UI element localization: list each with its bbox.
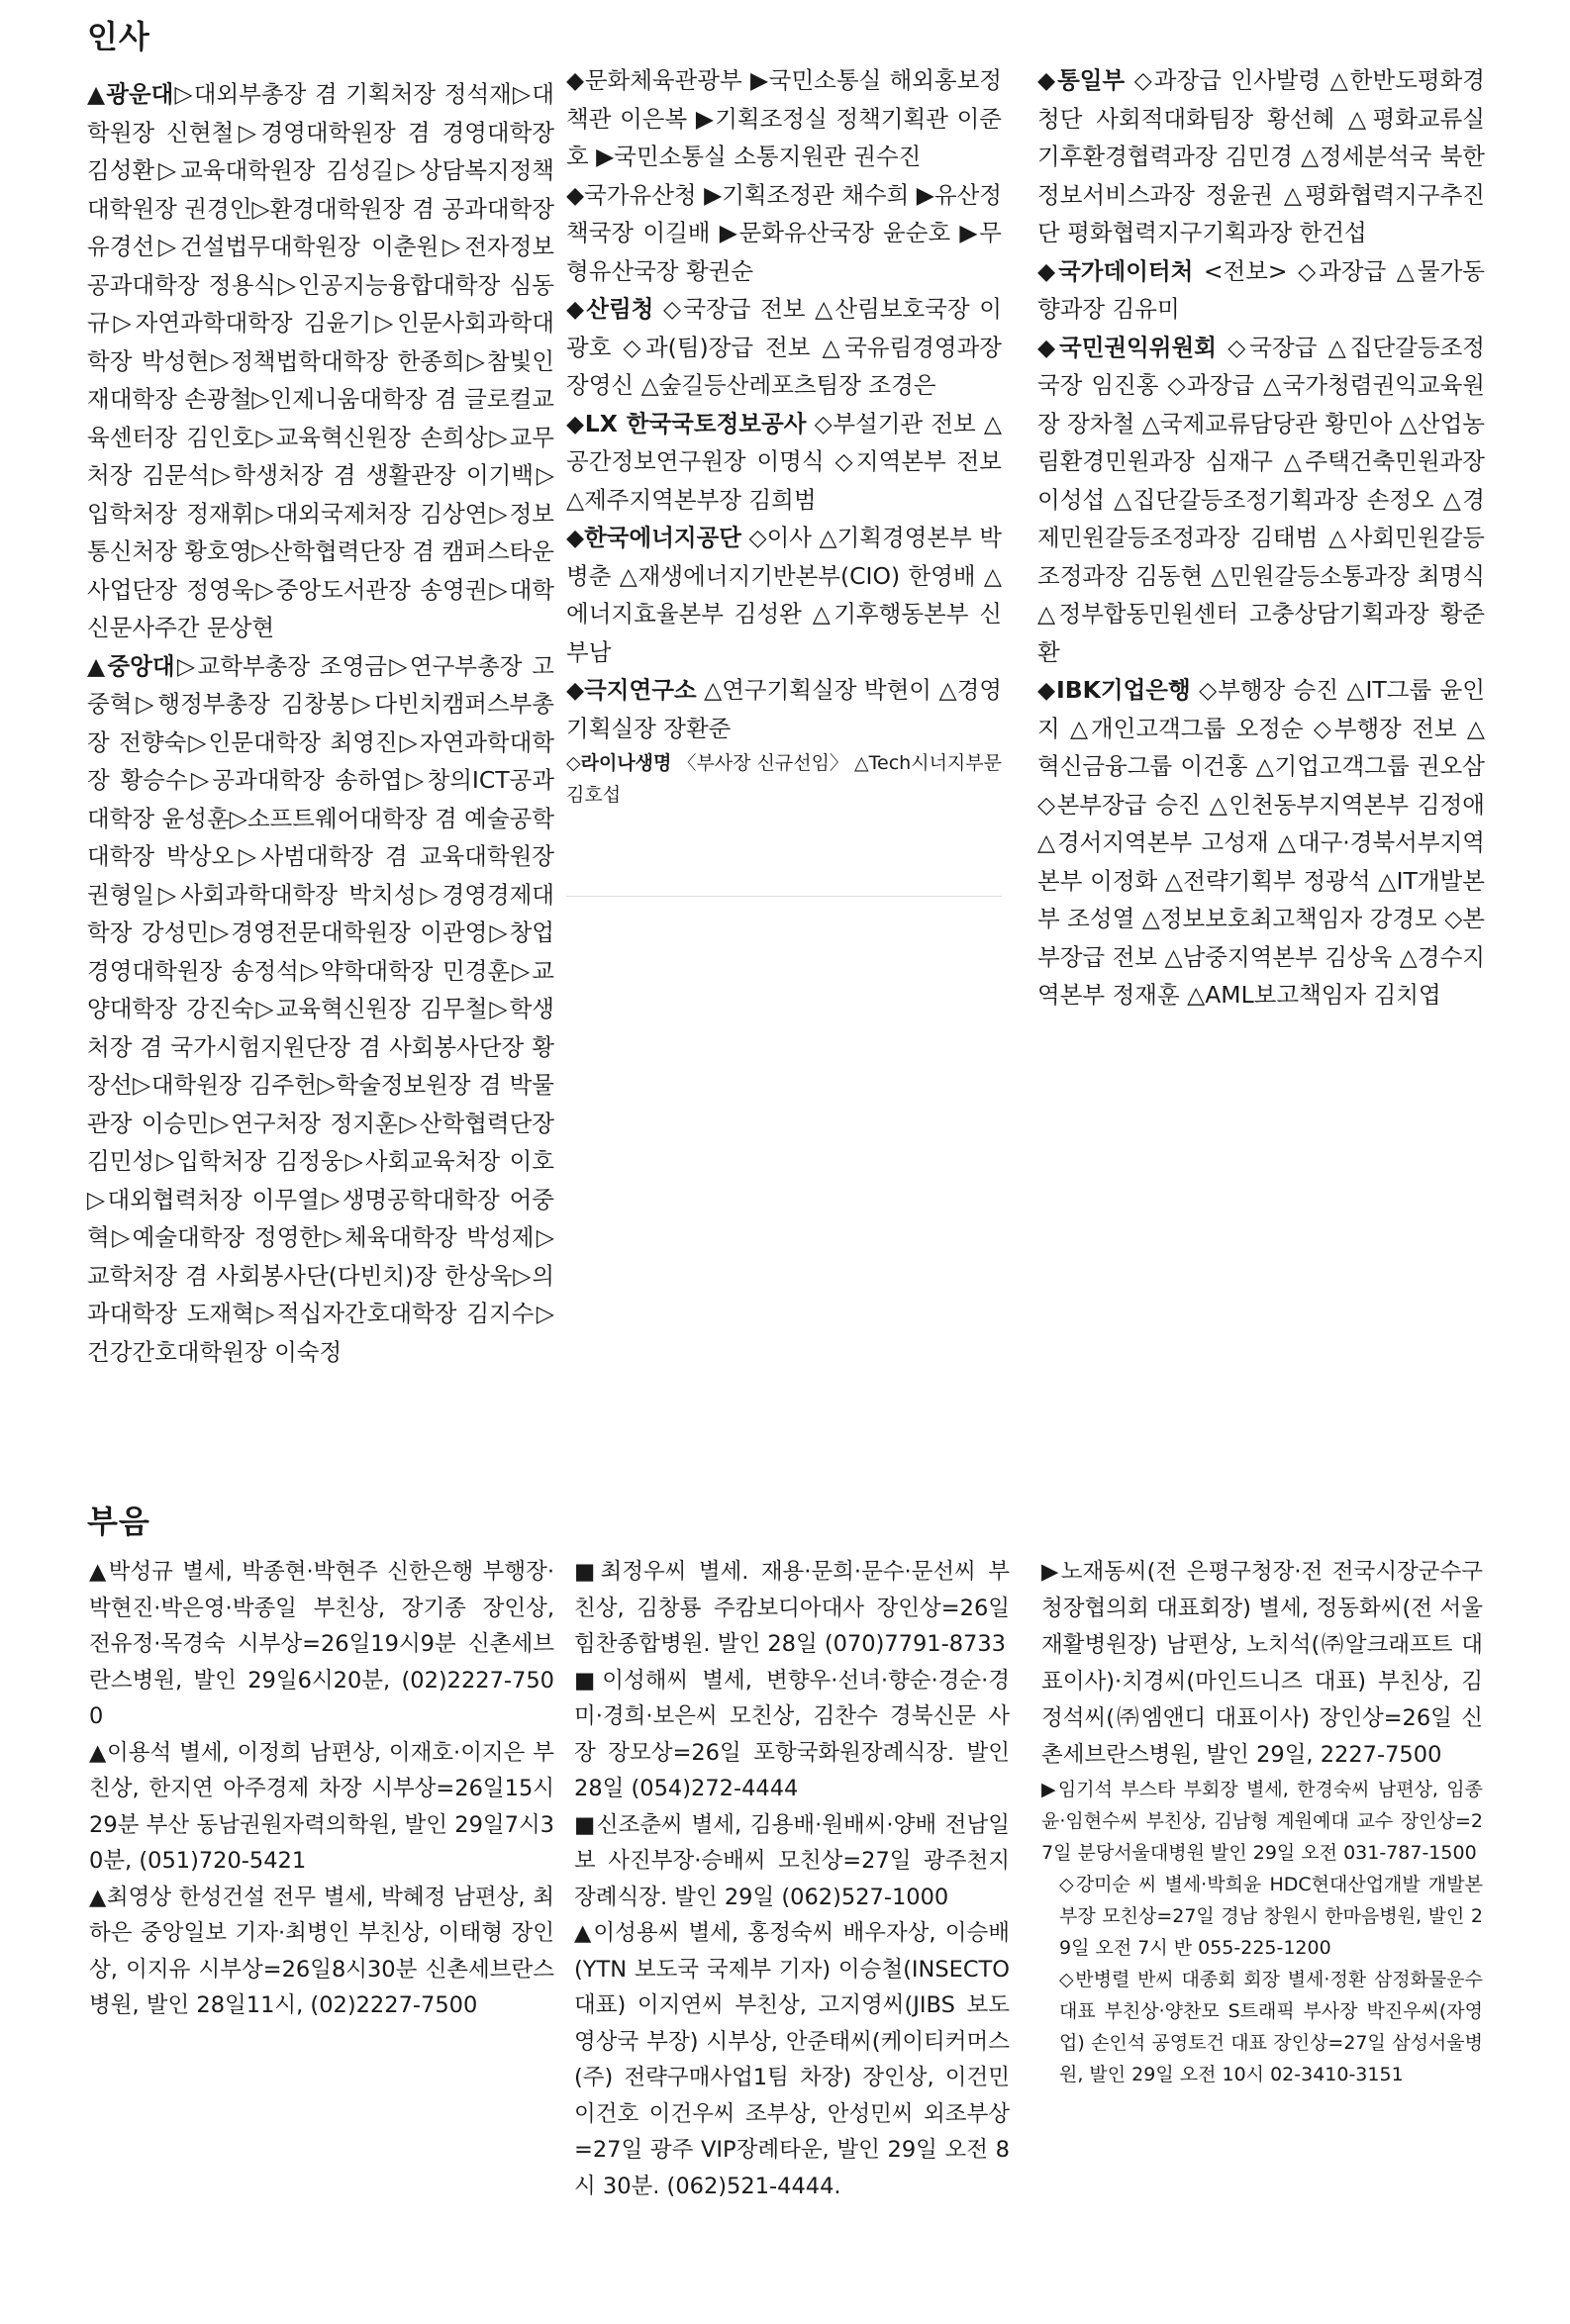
bullet-marker-icon: ◆ [1037, 256, 1059, 285]
personnel-entry [1037, 61, 1485, 252]
bullet-marker-icon: ◆ [1037, 66, 1058, 94]
personnel-text: <전보> ◇과장급 △물가동향과장 김유미 [1037, 256, 1486, 323]
organization-name: 한국에너지공단 [584, 524, 742, 551]
organization-name: 중앙대 [107, 651, 175, 680]
obituary-text: 강미순 씨 별세·박희윤 HDC현대산업개발 개발본부장 모친상=27일 경남 창원시 한마음병원, 발인 29일 오전 7시 반 055-225-1200 [1059, 1874, 1483, 1959]
bullet-marker-icon: ◆ [566, 676, 585, 704]
personnel-text: ▶기획조정관 채수희 ▶유산정책국장 이길배 ▶문화유산국장 윤순호 ▶무형유산국장 황권순 [566, 180, 1003, 285]
organization-name: IBK기업은행 [1056, 676, 1191, 704]
bullet-marker-icon: ■ [574, 1559, 601, 1585]
organization-name: 국가유산청 [584, 180, 697, 209]
bullet-marker-icon: ◆ [566, 180, 585, 209]
obituary-entry [89, 1554, 554, 1735]
personnel-entry [1037, 671, 1485, 1015]
personnel-text: ◇부행장 승진 △IT그룹 윤인지 △개인고객그룹 오정순 ◇부행장 전보 △혁신금융그룹 이건홍 △기업고객그룹 권오삼 ◇본부장급 승진 △인천동부지역본부 김정애 △경서지역본부 고성재 △대구·경북서부지역본부 이정화 △전략기획부 정광석 △IT개발본부 조성열 △정보보호최고책임자 강경모 ◇본부장급 전보 △남중지역본부 김상욱 △경수지역본부 정재훈 △AML보고책임자 김치엽 [1037, 676, 1486, 1009]
organization-name: 극지연구소 [584, 676, 697, 704]
personnel-entry [566, 747, 1002, 811]
bullet-marker-icon: ▲ [89, 1739, 108, 1766]
personnel-entry [87, 75, 554, 647]
obituary-entry [1041, 1554, 1483, 1774]
organization-name: 산림청 [586, 295, 654, 323]
obituary-text: 최영상 한성건설 전무 별세, 박혜정 남편상, 최하은 중앙일보 기자·최병인 부친상, 이태형 장인상, 이지유 시부상=26일8시30분 신촌세브란스병원, 발인 28일11시, (02)2227-7500 [89, 1884, 554, 2018]
personnel-column-2 [566, 61, 1002, 811]
obituary-text: 노재동씨(전 은평구청장·전 전국시장군수구청장협의회 대표회장) 별세, 정동화씨(전 서울재활병원장) 남편상, 노치석(㈜알크래프트 대표이사)·치경씨(마인드니즈 대표) 부친상, 김정석씨(㈜엠앤디 대표이사) 장인상=26일 신촌세브란스병원, 발인 29일, 2227-7500 [1041, 1559, 1483, 1768]
section-title-obituaries: 부음 [87, 1502, 150, 1540]
personnel-entry [566, 176, 1002, 291]
personnel-text: ◇국장급 △집단갈등조정국장 임진홍 ◇과장급 △국가청렴권익교육원장 장차철 △국제교류담당관 황민아 △산업농림환경민원과장 심재구 △주택건축민원과장 이성섭 △집단갈등조정기획과장 손정오 △경제민원갈등조정과장 김태범 △사회민원갈등조정과장 김동현 △민원갈등소통과장 최명식 △정부합동민원센터 고충상담기획과장 황준환 [1037, 333, 1485, 666]
obituary-text: 이성해씨 별세, 변향우·선녀·향순·경순·경미·경희·보은씨 모친상, 김찬수 경북신문 사장 장모상=26일 포항국화원장례식장. 발인 28일 (054)272-4444 [574, 1667, 1010, 1801]
obituary-entry [574, 1915, 1010, 2204]
obituary-entry [574, 1663, 1010, 1807]
personnel-text: ◇부설기관 전보 △공간정보연구원장 이명식 ◇지역본부 전보 △제주지역본부장 김희범 [566, 409, 1002, 514]
organization-name: 국민권익위원회 [1059, 333, 1217, 361]
bullet-marker-icon: ▶ [1041, 1559, 1061, 1585]
organization-name: 국가데이터처 [1058, 256, 1194, 285]
obituary-text: 최정우씨 별세. 재용·문희·문수·문선씨 부친상, 김창룡 주캄보디아대사 장인상=26일 힘찬종합병원. 발인 28일 (070)7791-8733 [574, 1559, 1011, 1657]
column-divider [566, 896, 1002, 897]
obituary-text: 박성규 별세, 박종현·박현주 신한은행 부행장·박현진·박은영·박종일 부친상, 장기종 장인상, 전유정·목경숙 시부상=26일19시9분 신촌세브란스병원, 발인 29일6시20분, (02)2227-7500 [89, 1559, 555, 1729]
obituary-entry [89, 1880, 554, 2024]
organization-name: 통일부 [1057, 66, 1126, 94]
personnel-text: ◇국장급 전보 △산림보호국장 이광호 ◇과(팀)장급 전보 △국유림경영과장 장영신 △숲길등산레포츠팀장 조경은 [566, 295, 1003, 399]
obituary-entry [1041, 1869, 1483, 1964]
obituary-text: 이용석 별세, 이정희 남편상, 이재호·이지은 부친상, 한지연 아주경제 차장 시부상=26일15시29분 부산 동남권원자력의학원, 발인 29일7시30분, (051)720-5421 [89, 1739, 554, 1874]
bullet-marker-icon: ▲ [89, 1884, 107, 1910]
obituary-text: 이성용씨 별세, 홍정숙씨 배우자상, 이승배(YTN 보도국 국제부 기자) 이승철(INSECTO 대표) 이지연씨 부친상, 고지영씨(JIBS 보도영상국 부장) 시부상, 안준태씨(케이티커머스(주) 전략구매사업1팀 차장) 장인상, 이건민 이건호 이건우씨 조부상, 안성민씨 외조부상=27일 광주 VIP장례타운, 발인 29일 오전 8시 30분. (062)521-4444. [574, 1920, 1010, 2199]
personnel-text: ◇과장급 인사발령 △한반도평화경청단 사회적대화팀장 황선혜 △평화교류실 기후환경협력과장 김민경 △정세분석국 북한정보서비스과장 정윤권 △평화협력지구추진단 평화협력지구기획과장 한건섭 [1037, 66, 1486, 246]
bullet-marker-icon: ◆ [566, 524, 585, 551]
obituary-text: 임기석 부스타 부회장 별세, 한경숙씨 남편상, 임종윤·임현수씨 부친상, 김남형 계원예대 교수 장인상=27일 분당서울대병원 발인 29일 오전 031-787-1500 [1041, 1779, 1483, 1864]
personnel-text: ◇이사 △기획경영본부 박병춘 △재생에너지기반본부(CIO) 한영배 △에너지효율본부 김성완 △기후행동본부 신부남 [566, 524, 1002, 666]
personnel-entry [566, 405, 1002, 520]
organization-name: 문화체육관광부 [584, 66, 742, 94]
organization-name: LX 한국국토정보공사 [584, 409, 807, 437]
bullet-marker-icon: ■ [574, 1667, 603, 1694]
obituary-column-2 [574, 1554, 1010, 2204]
personnel-entry [87, 647, 554, 1372]
section-title-personnel: 인사 [87, 18, 150, 55]
bullet-marker-icon: ◆ [1037, 676, 1057, 704]
bullet-marker-icon: ▲ [89, 1559, 109, 1585]
bullet-marker-icon: ▲ [87, 80, 107, 108]
personnel-entry [566, 290, 1002, 405]
bullet-marker-icon: ◆ [566, 295, 587, 323]
personnel-column-1 [87, 75, 554, 1371]
bullet-marker-icon: ◇ [1059, 1874, 1076, 1895]
bullet-marker-icon: ◆ [566, 409, 585, 437]
bullet-marker-icon: ◇ [1059, 1969, 1076, 1990]
obituary-text: 신조춘씨 별세, 김용배·원배씨·양배 전남일보 사진부장·승배씨 모친상=27일 광주천지장례식장. 발인 29일 (062)527-1000 [574, 1811, 1010, 1910]
obituary-column-1 [89, 1554, 554, 2024]
bullet-marker-icon: ▶ [1041, 1779, 1058, 1800]
personnel-entry [1037, 329, 1485, 672]
obituary-entry [89, 1735, 554, 1880]
organization-name: 광운대 [106, 80, 174, 108]
bullet-marker-icon: ▲ [574, 1920, 594, 1946]
personnel-text: 〈부사장 신규선임〉 △Tech시너지부문 김호섭 [566, 752, 1002, 806]
obituary-entry [574, 1807, 1010, 1916]
obituary-entry [1041, 1964, 1483, 2090]
bullet-marker-icon: ▲ [87, 651, 108, 680]
personnel-column-3 [1037, 61, 1485, 1015]
personnel-entry [1037, 252, 1485, 329]
personnel-text: ▶국민소통실 해외홍보정책관 이은복 ▶기획조정실 정책기획관 이준호 ▶국민소통실 소통지원관 권수진 [566, 66, 1002, 170]
bullet-marker-icon: ◆ [566, 66, 585, 94]
bullet-marker-icon: ◇ [566, 752, 581, 774]
personnel-entry [566, 519, 1002, 671]
bullet-marker-icon: ◆ [1037, 333, 1059, 361]
bullet-marker-icon: ■ [574, 1811, 597, 1838]
personnel-entry [566, 671, 1002, 747]
personnel-text: △연구기획실장 박현이 △경영기획실장 장환준 [566, 676, 1002, 742]
personnel-text: ▷교학부총장 조영금▷연구부총장 고중혁▷행정부총장 김창봉▷다빈치캠퍼스부총장 전향숙▷인문대학장 최영진▷자연과학대학장 황승수▷공과대학장 송하엽▷창의ICT공과대학장 윤성훈▷소프트웨어대학장 겸 예술공학대학장 박상오▷사범대학장 겸 교육대학원장 권형일▷사회과학대학장 박치성▷경영경제대학장 강성민▷경영전문대학원장 이관영▷창업경영대학원장 송정석▷약학대학장 민경훈▷교양대학장 강진숙▷교육혁신원장 김무철▷학생처장 겸 국가시험지원단장 겸 사회봉사단장 황장선▷대학원장 김주헌▷학술정보원장 겸 박물관장 이승민▷연구처장 정지훈▷산학협력단장 김민성▷입학처장 김정웅▷사회교육처장 이호▷대외협력처장 이무열▷생명공학대학장 어중혁▷예술대학장 정영한▷체육대학장 박성제▷교학처장 겸 사회봉사단(다빈치)장 한상욱▷의과대학장 도재혁▷적십자간호대학장 김지수▷건강간호대학원장 이숙정 [87, 651, 554, 1366]
obituary-text: 반병렬 반씨 대종회 회장 별세·정환 삼정화물운수 대표 부친상·양찬모 S트래픽 부사장 박진우씨(자영업) 손인석 공영토건 대표 장인상=27일 삼성서울병원, 발인 29일 오전 10시 02-3410-3151 [1059, 1969, 1483, 2085]
personnel-entry [566, 61, 1002, 176]
organization-name: 라이나생명 [580, 752, 672, 774]
obituary-entry [574, 1554, 1010, 1663]
obituary-entry [1041, 1774, 1483, 1869]
personnel-text: ▷대외부총장 겸 기획처장 정석재▷대학원장 신현철▷경영대학원장 겸 경영대학장 김성환▷교육대학원장 김성길▷상담복지정책대학원장 권경인▷환경대학원장 겸 공과대학장 유경선▷건설법무대학원장 이춘원▷전자정보공과대학장 정용식▷인공지능융합대학장 심동규▷자연과학대학장 김윤기▷인문사회과학대학장 박성현▷정책법학대학장 한종희▷참빛인재대학장 손광철▷인제니움대학장 겸 글로컬교육센터장 김인호▷교육혁신원장 손희상▷교무처장 김문석▷학생처장 겸 생활관장 이기백▷입학처장 정재휘▷대외국제처장 김상연▷정보통신처장 황호영▷산학협력단장 겸 캠퍼스타운사업단장 정영욱▷중앙도서관장 송영권▷대학신문사주간 문상현 [87, 80, 555, 641]
obituary-column-3 [1041, 1554, 1483, 2090]
